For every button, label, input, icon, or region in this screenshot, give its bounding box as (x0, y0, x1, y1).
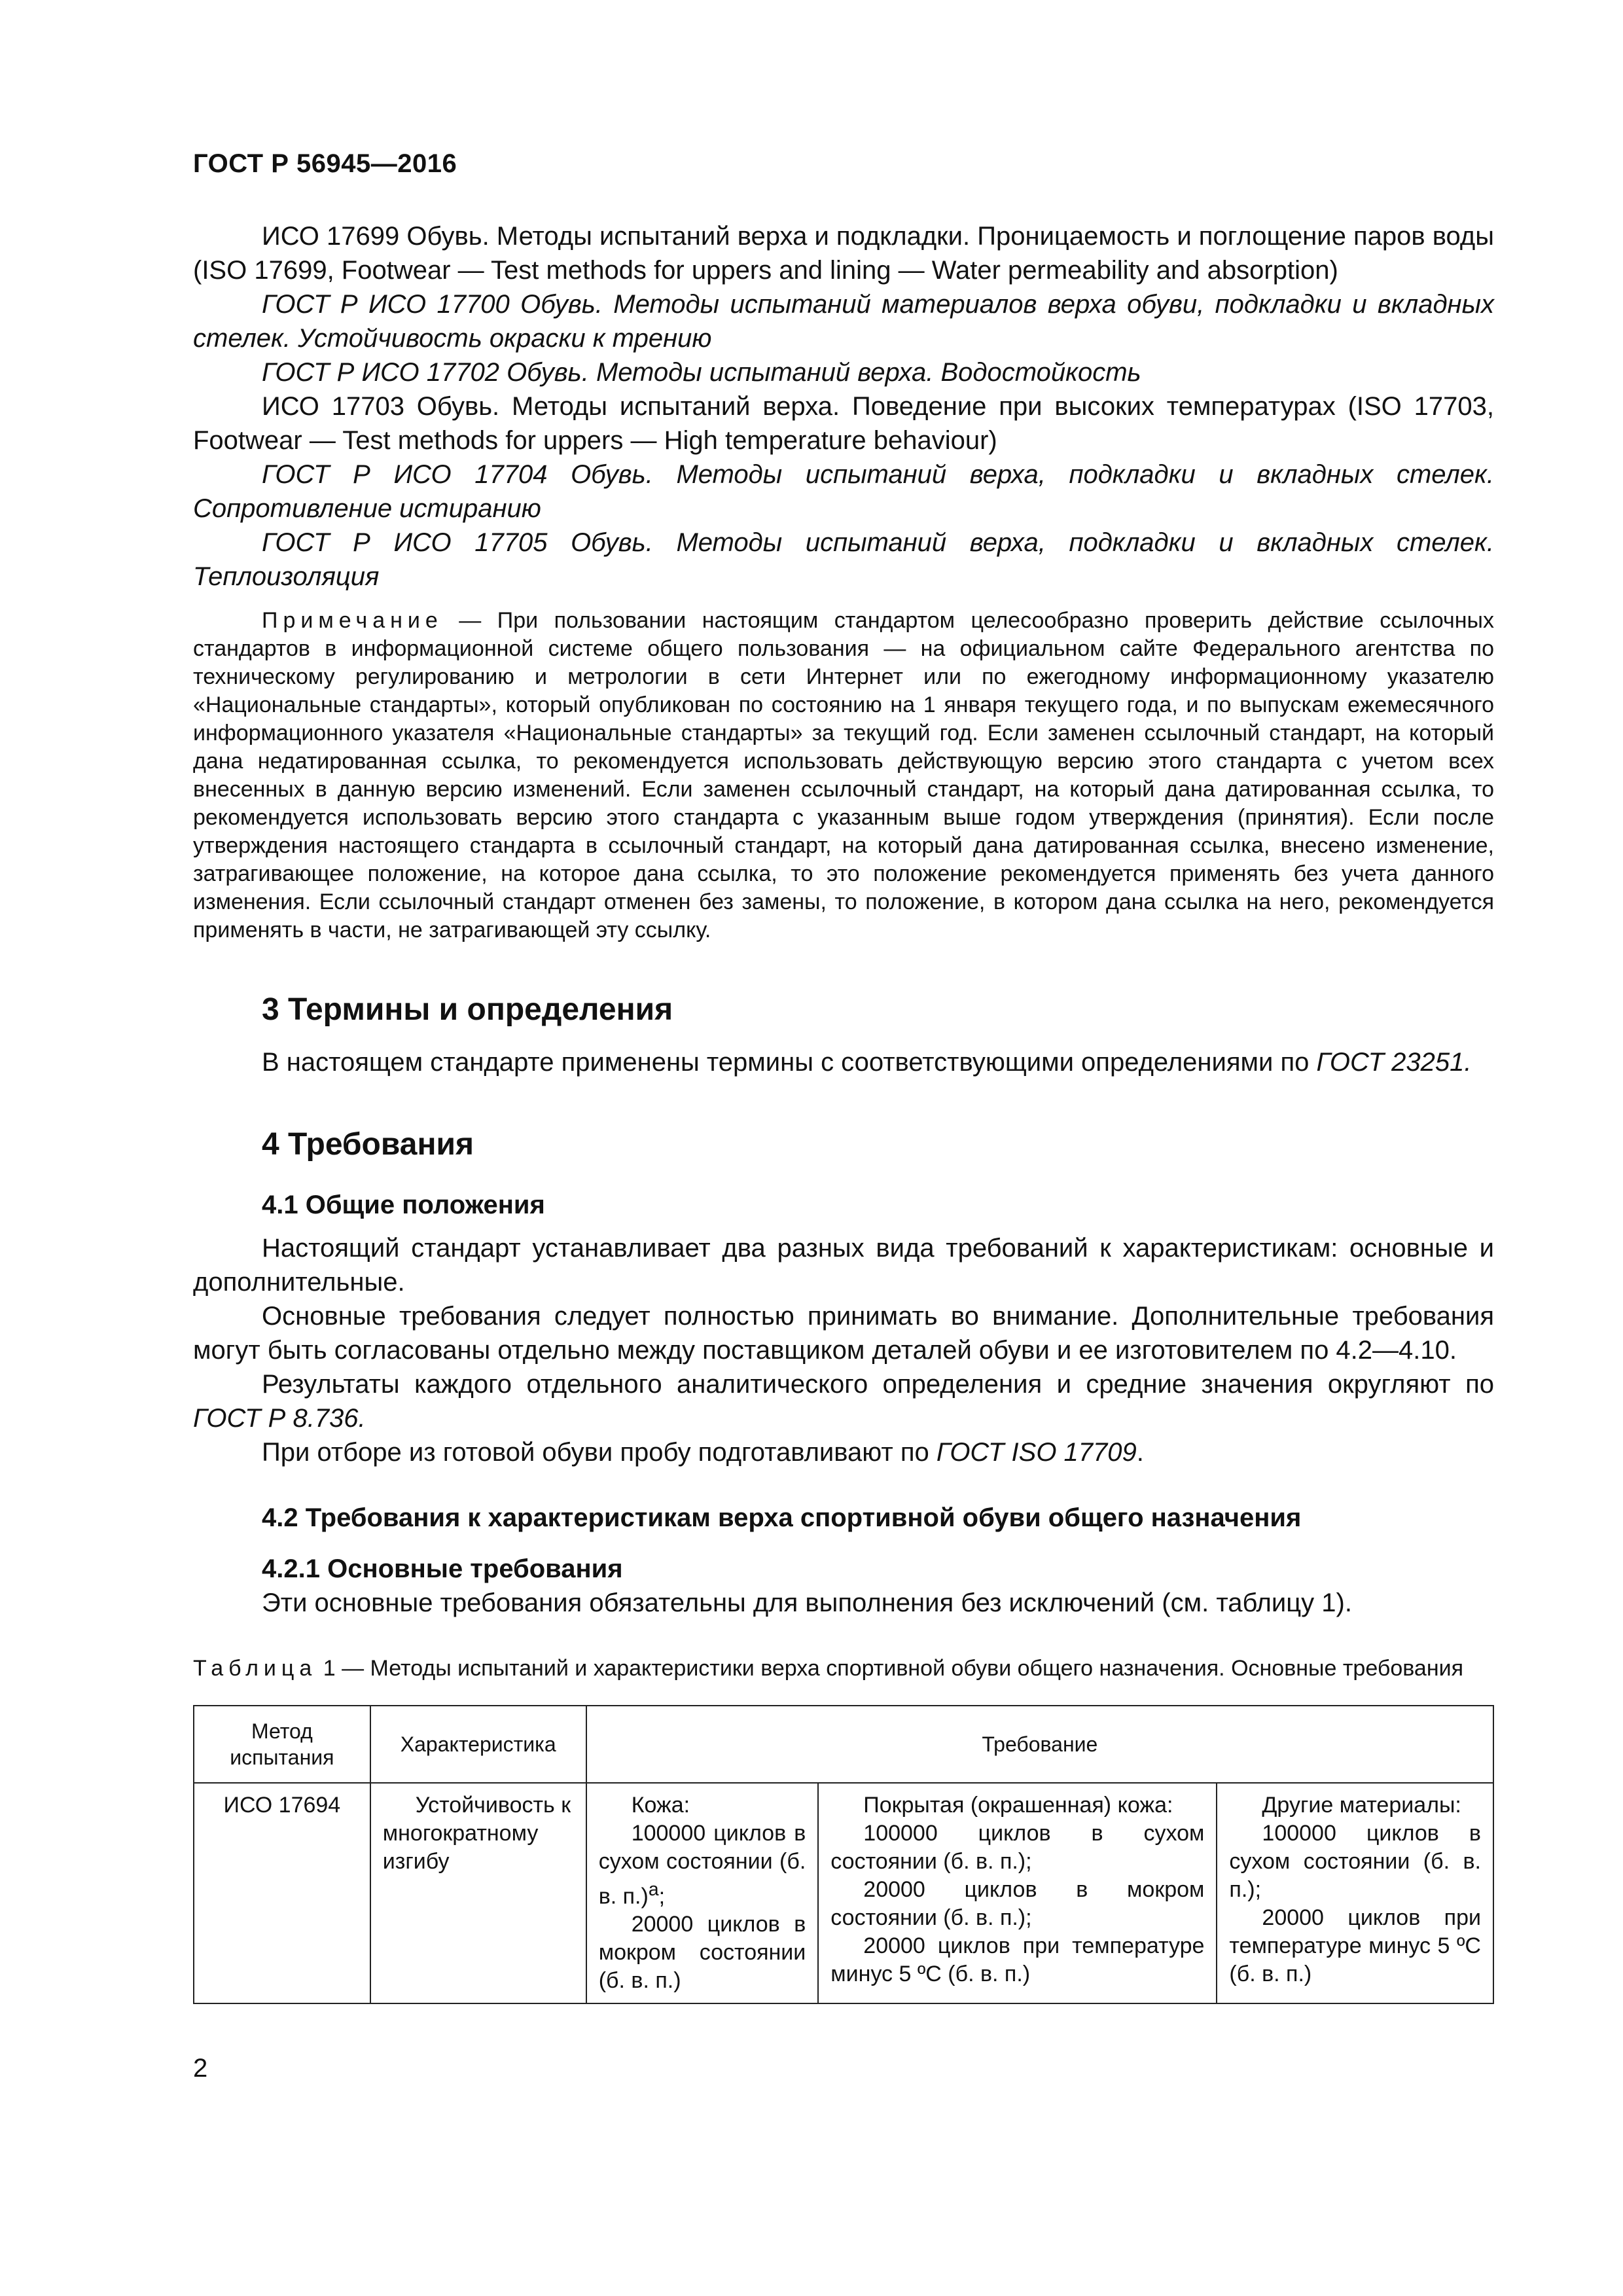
page-number: 2 (193, 2054, 208, 2083)
section-4-1-para-4: При отборе из готовой обуви пробу подготавливают по ГОСТ ISO 17709. (262, 1438, 1144, 1467)
ref-iso-17703: ИСО 17703 Обувь. Методы испытаний верха. Поведение при высоких температурах (ISO 17703, Footwear — Test methods for uppers — High temperature behaviour) (193, 392, 1494, 455)
ref-gost-iso-17700: ГОСТ Р ИСО 17700 Обувь. Методы испытаний материалов верха обуви, подкладки и вкладных стелек. Устойчивость окраски к трению (193, 290, 1494, 353)
section-4-2-1-heading: 4.2.1 Основные требования (262, 1554, 623, 1583)
leather-title: Кожа: (631, 1793, 690, 1818)
table-caption-text: 1 — Методы испытаний и характеристики верха спортивной обуви общего назначения. Основные требования (317, 1656, 1463, 1681)
section-4-heading: 4 Требования (262, 1127, 474, 1162)
section-4-1-para-3: Результаты каждого отдельного аналитического определения и средние значения округляют по ГОСТ Р 8.736. (193, 1370, 1494, 1433)
page-content (193, 219, 1494, 2004)
leather-wet: 20000 циклов в мокром состоянии (б. в. п.) (598, 1912, 806, 1994)
cell-leather (586, 1783, 819, 2003)
table-row (194, 1783, 1493, 2003)
gost-iso-17709-ref: ГОСТ ISO 17709 (936, 1438, 1137, 1467)
coated-title: Покрытая (окрашенная) кожа: (863, 1793, 1173, 1818)
header-method: Метод испытания (194, 1706, 370, 1783)
table-caption-label: Таблица (193, 1656, 317, 1681)
section-4-1-para-2: Основные требования следует полностью принимать во внимание. Дополнительные требования могут быть согласованы отдельно между поставщиком деталей обуви и ее изготовителем по 4.2—4.10. (193, 1302, 1494, 1365)
cell-coated-leather (818, 1783, 1217, 2003)
other-cold: 20000 циклов при температуре минус 5 ºС (б. в. п.) (1229, 1905, 1481, 1986)
footnote-mark: а (648, 1879, 659, 1900)
section-3-text: В настоящем стандарте применены термины с соответствующими определениями по ГОСТ 23251. (262, 1048, 1472, 1077)
leather-dry: 100000 циклов в сухом состоянии (б. в. п.)$^а$; (598, 1821, 806, 1909)
section-4-1-heading: 4.1 Общие положения (262, 1191, 545, 1219)
cell-other-materials (1217, 1783, 1493, 2003)
ref-gost-iso-17702: ГОСТ Р ИСО 17702 Обувь. Методы испытаний верха. Водостойкость (262, 358, 1141, 387)
ref-iso-17699: ИСО 17699 Обувь. Методы испытаний верха и подкладки. Проницаемость и поглощение паров воды (ISO 17699, Footwear — Test methods for uppers and lining — Water permeability and absorption) (193, 222, 1494, 285)
other-dry: 100000 циклов в сухом состоянии (б. в. п.); (1229, 1821, 1481, 1902)
table-1-caption (193, 1654, 1494, 1683)
note-text: — При пользовании настоящим стандартом целесообразно проверить действие ссылочных стандартов в информационной системе общего пользования — на официальном сайте Федерального агентства по техническому регулированию и метрологии в сети Интернет или по ежегодному информационному указателю «Национальные стандарты», который опубликован по состоянию на 1 января текущего года, и по выпускам ежемесячного информационного указателя «Национальные стандарты» за текущий год. Если заменен ссылочный стандарт, на который дана недатированная ссылка, то рекомендуется использовать действующую версию этого стандарта с учетом всех внесенных в данную версию изменений. Если заменен ссылочный стандарт, на который дана датированная ссылка, то рекомендуется использовать версию этого стандарта с указанным выше годом утверждения (принятия). Если после утверждения настоящего стандарта в ссылочный стандарт, на который дана датированная ссылка, внесено изменение, затрагивающее положение, на которое дана ссылка, то это положение рекомендуется применять без учета данного изменения. Если ссылочный стандарт отменен без замены, то положение, в котором дана ссылка на него, рекомендуется применять в части, не затрагивающей эту ссылку. (193, 608, 1494, 942)
header-characteristic: Характеристика (370, 1706, 586, 1783)
table-header-row (194, 1706, 1493, 1783)
section-4-2-heading: 4.2 Требования к характеристикам верха спортивной обуви общего назначения (262, 1503, 1302, 1532)
ref-gost-iso-17705: ГОСТ Р ИСО 17705 Обувь. Методы испытаний верха, подкладки и вкладных стелек. Теплоизоляция (193, 528, 1494, 591)
coated-wet: 20000 циклов в мокром состоянии (б. в. п.); (830, 1877, 1205, 1930)
section-4-2-1-text: Эти основные требования обязательны для выполнения без исключений (см. таблицу 1). (262, 1588, 1352, 1617)
coated-dry: 100000 циклов в сухом состоянии (б. в. п.); (830, 1821, 1205, 1874)
page-header-doc-id: ГОСТ Р 56945—2016 (193, 149, 457, 178)
note-label: Примечание (262, 608, 443, 633)
other-title: Другие материалы: (1262, 1793, 1461, 1818)
cell-characteristic: Устойчивость к многократному изгибу (370, 1783, 586, 2003)
section-4-1-para-1: Настоящий стандарт устанавливает два разных вида требований к характеристикам: основные и дополнительные. (193, 1234, 1494, 1297)
ref-gost-iso-17704: ГОСТ Р ИСО 17704 Обувь. Методы испытаний верха, подкладки и вкладных стелек. Сопротивление истиранию (193, 460, 1494, 523)
gost-23251-ref: ГОСТ 23251 (1316, 1048, 1465, 1077)
gost-r-8-736-ref: ГОСТ Р 8.736 (193, 1404, 359, 1433)
coated-cold: 20000 циклов при температуре минус 5 ºС (б. в. п.) (830, 1933, 1205, 1986)
section-3-heading: 3 Термины и определения (262, 992, 673, 1027)
note-paragraph (193, 607, 1494, 944)
header-requirement: Требование (586, 1706, 1493, 1783)
cell-method: ИСО 17694 (194, 1783, 370, 2003)
table-1 (193, 1705, 1494, 2004)
